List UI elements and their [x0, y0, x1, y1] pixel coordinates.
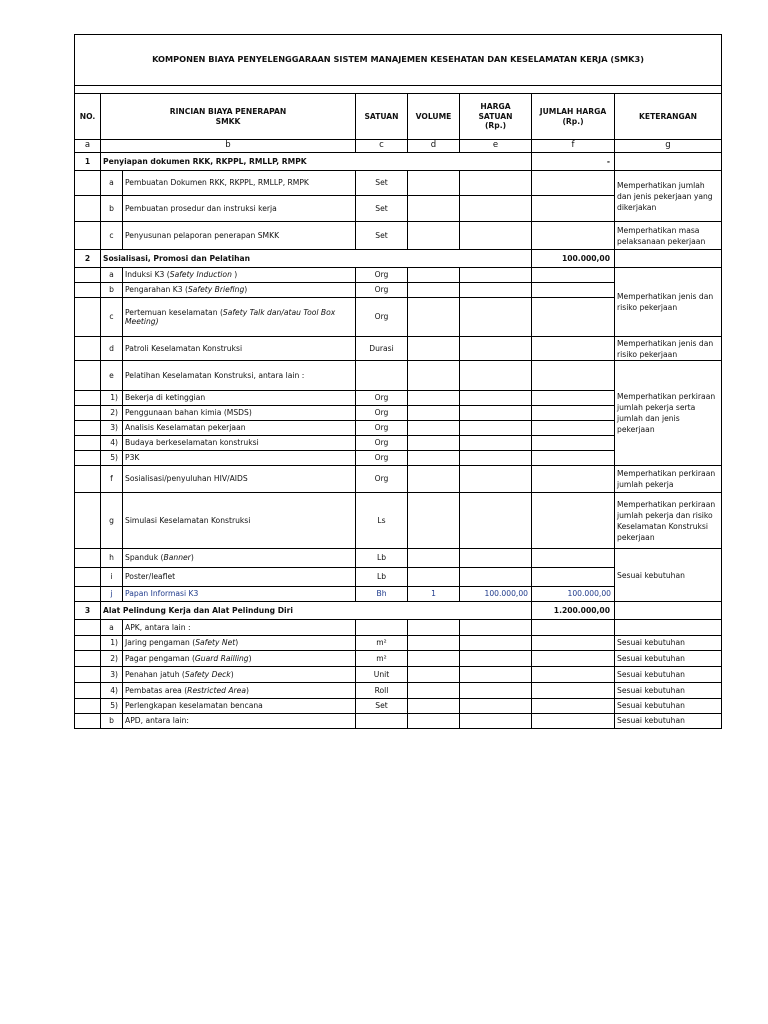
row-description: Pembatas area (Restricted Area) [123, 683, 356, 699]
table-row [75, 549, 722, 568]
cost-table [74, 34, 722, 729]
row-unit: Org [356, 298, 408, 337]
row-letter: f [101, 466, 123, 493]
row-description: Spanduk (Banner) [123, 549, 356, 568]
row-unit: Lb [356, 549, 408, 568]
row-description: Jaring pengaman (Safety Net) [123, 636, 356, 651]
section-number: 3 [75, 602, 101, 620]
row-unit: Set [356, 699, 408, 714]
header-no: NO. [75, 94, 101, 140]
row-letter: a [101, 620, 123, 636]
row-description: Pembuatan prosedur dan instruksi kerja [123, 196, 356, 222]
row-letter: h [101, 549, 123, 568]
row-letter: i [101, 568, 123, 587]
table-row [75, 714, 722, 729]
row-volume: 1 [408, 587, 460, 602]
header-satuan: SATUAN [356, 94, 408, 140]
row-unit: Org [356, 436, 408, 451]
section-total: - [532, 153, 615, 171]
section-total: 1.200.000,00 [532, 602, 615, 620]
table-row [75, 636, 722, 651]
row-description: Pengarahan K3 (Safety Briefing) [123, 283, 356, 298]
row-description: Pembuatan Dokumen RKK, RKPPL, RMLLP, RMPK [123, 171, 356, 196]
col-letter: f [532, 140, 615, 153]
table-row [75, 620, 722, 636]
section-title: Sosialisasi, Promosi dan Pelatihan [101, 250, 532, 268]
section-row [75, 153, 722, 171]
col-letter: d [408, 140, 460, 153]
row-letter: j [101, 587, 123, 602]
sheet-title: KOMPONEN BIAYA PENYELENGGARAAN SISTEM MANAJEMEN KESEHATAN DAN KESELAMATAN KERJA (SMK3) [75, 35, 722, 86]
section-number: 1 [75, 153, 101, 171]
row-letter: g [101, 493, 123, 549]
row-note: Memperhatikan jumlah dan jenis pekerjaan yang dikerjakan [615, 171, 722, 222]
row-description: Analisis Keselamatan pekerjaan [123, 421, 356, 436]
table-row [75, 683, 722, 699]
row-description: APD, antara lain: [123, 714, 356, 729]
smk3-cost-sheet [74, 34, 721, 729]
row-unit: Lb [356, 568, 408, 587]
header-harga-satuan: HARGA SATUAN (Rp.) [460, 94, 532, 140]
row-note: Sesuai kebutuhan [615, 636, 722, 651]
row-letter: b [101, 283, 123, 298]
table-row [75, 337, 722, 361]
section-total: 100.000,00 [532, 250, 615, 268]
row-number: 4) [101, 683, 123, 699]
row-unit: Org [356, 268, 408, 283]
row-unit: Org [356, 391, 408, 406]
row-unit: Durasi [356, 337, 408, 361]
row-unit: Org [356, 283, 408, 298]
row-letter: a [101, 171, 123, 196]
row-number: 2) [101, 651, 123, 667]
row-unit-price: 100.000,00 [460, 587, 532, 602]
row-description: Budaya berkeselamatan konstruksi [123, 436, 356, 451]
table-row [75, 268, 722, 283]
row-number: 1) [101, 636, 123, 651]
row-letter: d [101, 337, 123, 361]
row-note: Memperhatikan masa pelaksanaan pekerjaan [615, 222, 722, 250]
row-description: Pagar pengaman (Guard Railling) [123, 651, 356, 667]
row-unit: m² [356, 636, 408, 651]
row-number: 3) [101, 421, 123, 436]
row-description: P3K [123, 451, 356, 466]
table-row [75, 651, 722, 667]
row-letter: e [101, 361, 123, 391]
row-number: 4) [101, 436, 123, 451]
row-unit: Org [356, 451, 408, 466]
row-total: 100.000,00 [532, 587, 615, 602]
row-description: Bekerja di ketinggian [123, 391, 356, 406]
table-row [75, 493, 722, 549]
row-note: Sesuai kebutuhan [615, 683, 722, 699]
table-row [75, 466, 722, 493]
col-letter: a [75, 140, 101, 153]
row-description: Pertemuan keselamatan (Safety Talk dan/atau Tool Box Meeting) [123, 298, 356, 337]
row-unit: Set [356, 196, 408, 222]
row-description: Penyusunan pelaporan penerapan SMKK [123, 222, 356, 250]
col-letter: c [356, 140, 408, 153]
header-rincian: RINCIAN BIAYA PENERAPAN SMKK [101, 94, 356, 140]
row-note: Sesuai kebutuhan [615, 549, 722, 602]
row-number: 5) [101, 451, 123, 466]
row-description: Induksi K3 (Safety Induction ) [123, 268, 356, 283]
row-letter: b [101, 196, 123, 222]
row-unit: Unit [356, 667, 408, 683]
row-unit: Set [356, 171, 408, 196]
header-keterangan: KETERANGAN [615, 94, 722, 140]
row-description: Sosialisasi/penyuluhan HIV/AIDS [123, 466, 356, 493]
row-unit: Org [356, 466, 408, 493]
header-volume: VOLUME [408, 94, 460, 140]
col-letter: b [101, 140, 356, 153]
col-letter: e [460, 140, 532, 153]
row-unit: Org [356, 406, 408, 421]
row-unit: Set [356, 222, 408, 250]
row-number: 2) [101, 406, 123, 421]
table-row [75, 667, 722, 683]
section-row [75, 250, 722, 268]
row-description: Pelatihan Keselamatan Konstruksi, antara lain : [123, 361, 356, 391]
row-note: Sesuai kebutuhan [615, 651, 722, 667]
section-title: Penyiapan dokumen RKK, RKPPL, RMLLP, RMPK [101, 153, 532, 171]
table-row [75, 699, 722, 714]
row-letter: a [101, 268, 123, 283]
table-row [75, 361, 722, 391]
row-letter: c [101, 222, 123, 250]
row-note: Memperhatikan jenis dan risiko pekerjaan [615, 268, 722, 337]
row-note: Sesuai kebutuhan [615, 714, 722, 729]
row-unit: Org [356, 421, 408, 436]
row-description: Perlengkapan keselamatan bencana [123, 699, 356, 714]
row-number: 3) [101, 667, 123, 683]
row-number: 5) [101, 699, 123, 714]
row-description: Simulasi Keselamatan Konstruksi [123, 493, 356, 549]
row-description: Papan Informasi K3 [123, 587, 356, 602]
row-description: APK, antara lain : [123, 620, 356, 636]
row-number: 1) [101, 391, 123, 406]
row-note: Memperhatikan jenis dan risiko pekerjaan [615, 337, 722, 361]
row-note: Memperhatikan perkiraan jumlah pekerja dan risiko Keselamatan Konstruksi pekerjaan [615, 493, 722, 549]
row-note: Memperhatikan perkiraan jumlah pekerja serta jumlah dan jenis pekerjaan [615, 361, 722, 466]
row-letter: c [101, 298, 123, 337]
col-letter: g [615, 140, 722, 153]
row-letter: b [101, 714, 123, 729]
row-description: Patroli Keselamatan Konstruksi [123, 337, 356, 361]
row-unit: Ls [356, 493, 408, 549]
header-jumlah-harga: JUMLAH HARGA (Rp.) [532, 94, 615, 140]
row-description: Poster/leaflet [123, 568, 356, 587]
row-note: Memperhatikan perkiraan jumlah pekerja [615, 466, 722, 493]
section-title: Alat Pelindung Kerja dan Alat Pelindung Diri [101, 602, 532, 620]
row-unit: Roll [356, 683, 408, 699]
column-letter-row [75, 140, 722, 153]
section-number: 2 [75, 250, 101, 268]
row-description: Penahan jatuh (Safety Deck) [123, 667, 356, 683]
row-unit: Bh [356, 587, 408, 602]
row-note: Sesuai kebutuhan [615, 699, 722, 714]
table-row [75, 171, 722, 196]
row-description: Penggunaan bahan kimia (MSDS) [123, 406, 356, 421]
section-row [75, 602, 722, 620]
row-note: Sesuai kebutuhan [615, 667, 722, 683]
table-row [75, 222, 722, 250]
table-header [75, 94, 722, 140]
row-unit: m² [356, 651, 408, 667]
